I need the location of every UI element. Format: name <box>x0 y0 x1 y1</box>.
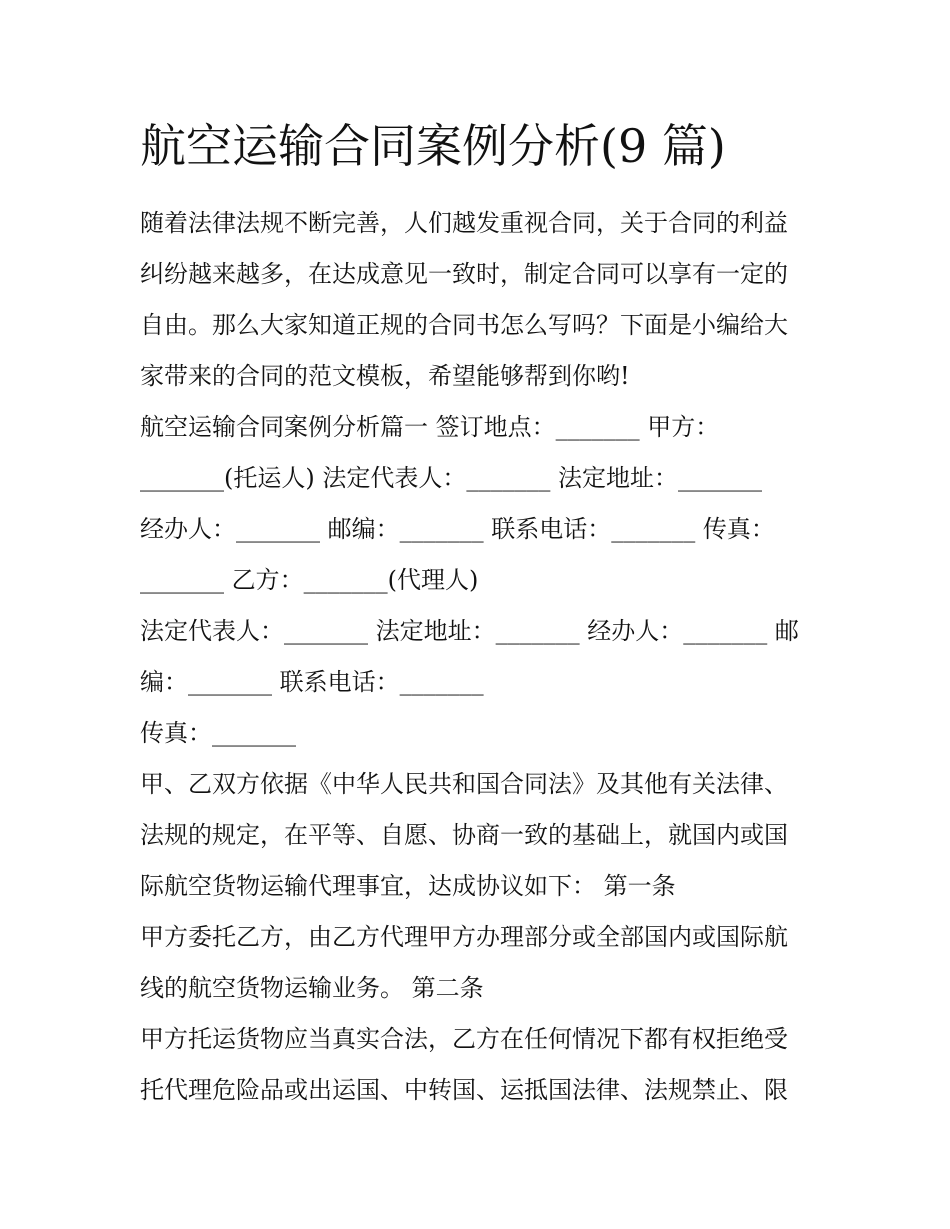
body-line: 法规的规定，在平等、自愿、协商一致的基础上，就国内或国 <box>140 821 788 849</box>
body-line: _______ 乙方：_______(代理人) <box>140 566 479 594</box>
body-line: 家带来的合同的范文模板，希望能够帮到你哟! <box>140 362 630 390</box>
body-line: 传真：_______ <box>140 719 296 747</box>
body-line: 线的航空货物运输业务。 第二条 <box>140 974 484 1002</box>
body-line: 甲、乙双方依据《中华人民共和国合同法》及其他有关法律、 <box>140 770 788 798</box>
body-line: 法定代表人：_______ 法定地址：_______ 经办人：_______ 邮 <box>140 617 799 645</box>
body-line: _______(托运人) 法定代表人：_______ 法定地址：_______ <box>140 464 762 492</box>
body-line: 经办人：_______ 邮编：_______ 联系电话：_______ 传真： <box>140 515 775 543</box>
body-line: 纠纷越来越多，在达成意见一致时，制定合同可以享有一定的 <box>140 260 788 288</box>
document-title: 航空运输合同案例分析(9 篇) <box>140 119 726 173</box>
body-line: 际航空货物运输代理事宜，达成协议如下： 第一条 <box>140 872 676 900</box>
body-line: 航空运输合同案例分析篇一 签订地点：_______ 甲方： <box>140 413 720 441</box>
body-line: 甲方托运货物应当真实合法，乙方在任何情况下都有权拒绝受 <box>140 1025 788 1053</box>
body-line: 托代理危险品或出运国、中转国、运抵国法律、法规禁止、限 <box>140 1076 788 1104</box>
body-line: 甲方委托乙方，由乙方代理甲方办理部分或全部国内或国际航 <box>140 923 788 951</box>
body-line: 自由。那么大家知道正规的合同书怎么写吗？下面是小编给大 <box>140 311 788 339</box>
body-line: 编：_______ 联系电话：_______ <box>140 668 484 696</box>
body-line: 随着法律法规不断完善，人们越发重视合同，关于合同的利益 <box>140 209 788 237</box>
